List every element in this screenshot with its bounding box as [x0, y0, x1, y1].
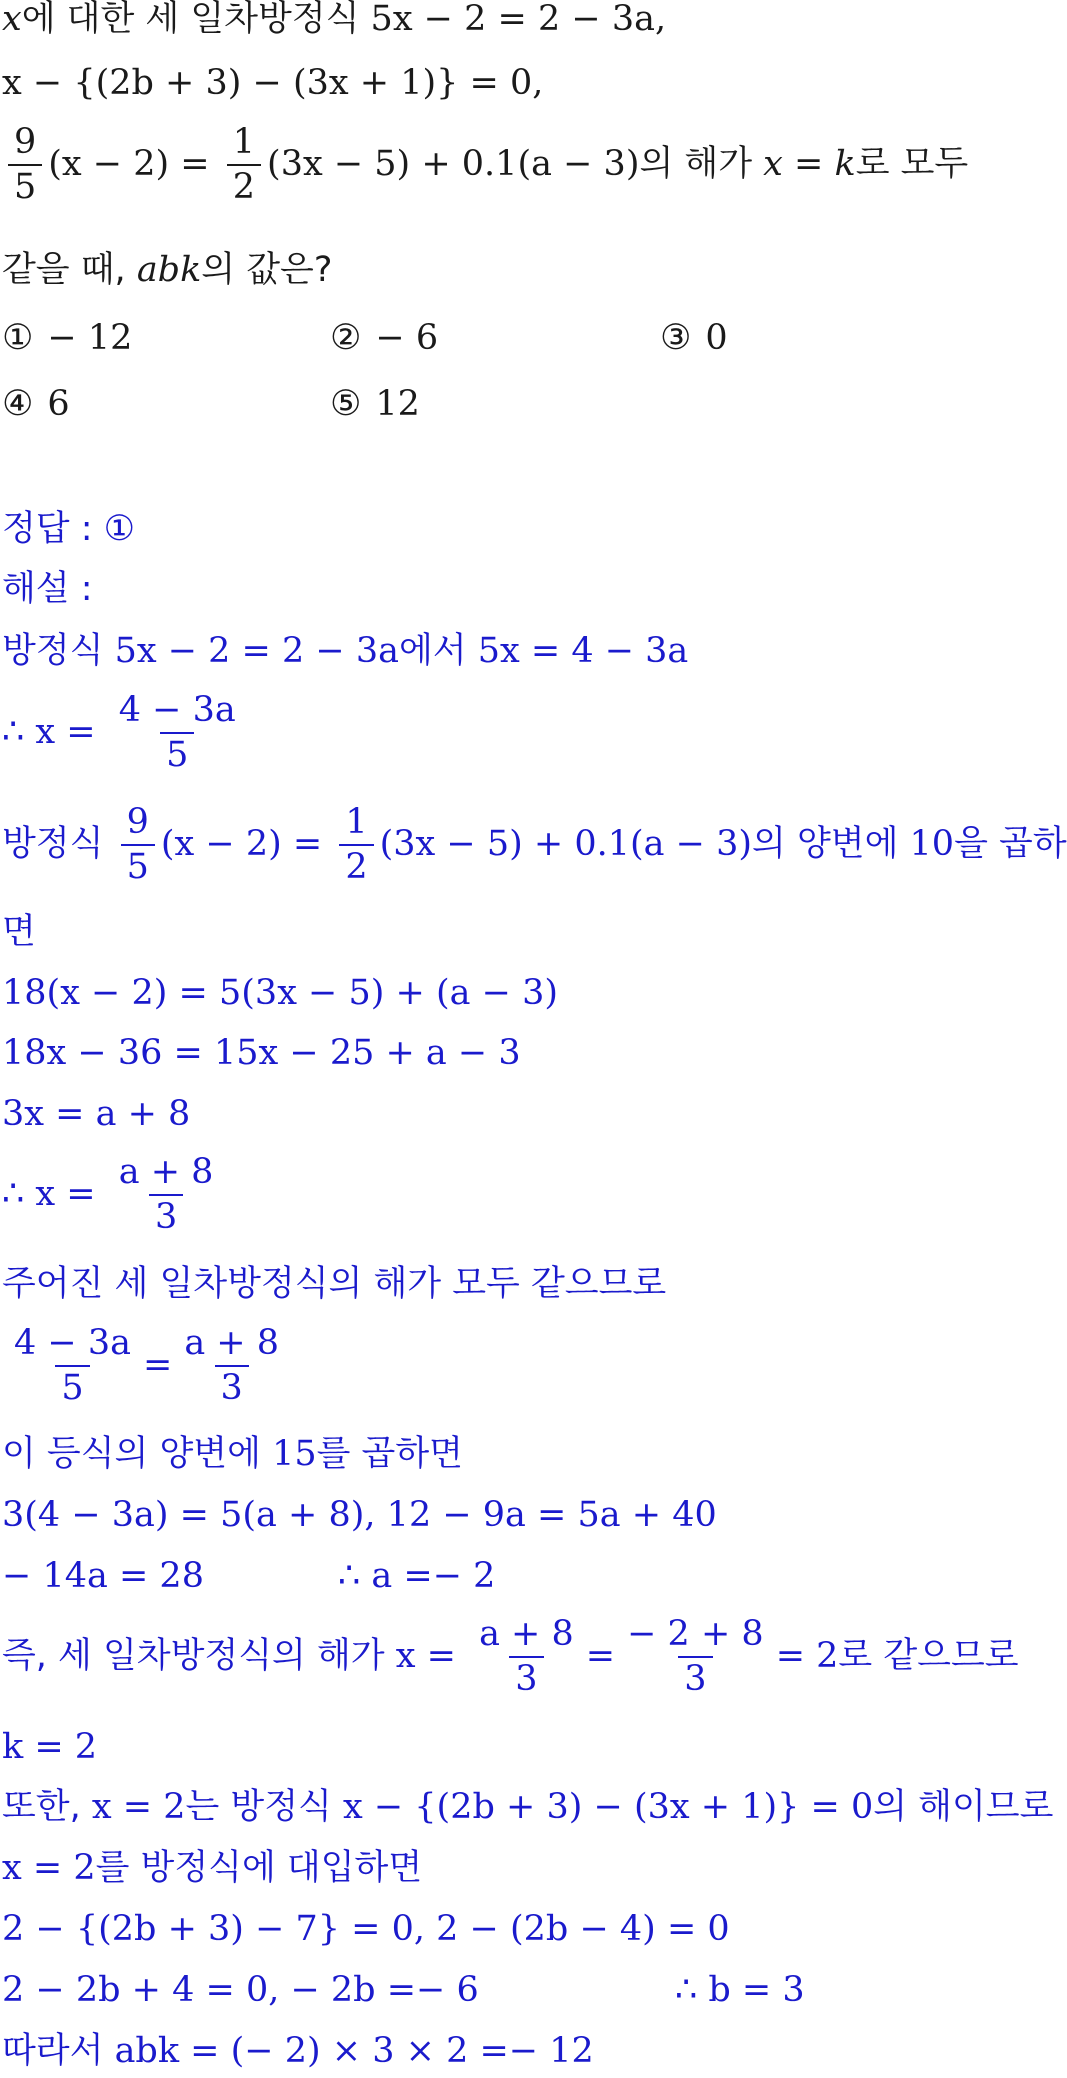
math-expr: =: [585, 1636, 616, 1676]
fraction-numerator: 4 − 3a: [14, 1323, 131, 1363]
explanation-label: 해설 :: [2, 569, 93, 609]
choice-5[interactable]: [330, 384, 420, 424]
choice-3[interactable]: [660, 318, 728, 358]
solution-line-10: [2, 1323, 291, 1408]
math-expr: − 14a = 28: [2, 1556, 204, 1596]
solution-line-5: [2, 973, 559, 1013]
math-expr: x − {(2b + 3) − (3x + 1)} = 0,: [2, 63, 544, 103]
solution-line-2: [2, 690, 248, 775]
solution-line-14: [2, 1614, 1019, 1699]
choice-mark: ②: [330, 318, 362, 358]
math-expr: abk = (− 2) × 3 × 2 =− 12: [114, 2031, 594, 2071]
fraction: [8, 122, 42, 207]
choice-value: 0: [705, 318, 728, 358]
fraction-denominator: 2: [227, 164, 261, 205]
solution-line-18: [2, 1909, 730, 1949]
problem-line-1: [2, 2, 666, 37]
solution-line-6: [2, 1033, 521, 1073]
solution-line-19: [2, 1970, 479, 2010]
solution-line-17: [2, 1848, 423, 1888]
fraction-numerator: a + 8: [118, 1152, 214, 1192]
solution-line-19-result: [675, 1970, 805, 2010]
solution-line-4: [2, 912, 36, 952]
text: 의 해이므로: [873, 1787, 1054, 1827]
text: 즉, 세 일차방정식의 해가: [2, 1636, 396, 1676]
math-expr: 18x − 36 = 15x − 25 + a − 3: [2, 1033, 521, 1073]
math-expr: 2 − {(2b + 3) − 7} = 0, 2 − (2b − 4) = 0: [2, 1909, 730, 1949]
math-expr: 5x − 2 = 2 − 3a: [114, 631, 399, 671]
text: 로 같으므로: [838, 1636, 1019, 1676]
math-expr: (x − 2) =: [160, 824, 334, 864]
fraction: [339, 802, 373, 887]
math-expr: 3(4 − 3a) = 5(a + 8), 12 − 9a = 5a + 40: [2, 1495, 717, 1535]
math-expr: x = 2: [2, 1848, 96, 1888]
math-expr: ∴ x =: [2, 1174, 107, 1214]
fraction-denominator: 3: [678, 1656, 712, 1697]
text: 의 해가: [639, 144, 764, 184]
math-expr: 18(x − 2) = 5(3x − 5) + (a − 3): [2, 973, 559, 1013]
text: 면: [2, 912, 36, 952]
text: 로 모두: [855, 144, 969, 184]
math-expr: 2 − 2b + 4 = 0, − 2b =− 6: [2, 1970, 479, 2010]
problem-line-4: [2, 250, 333, 290]
math-expr: x − {(2b + 3) − (3x + 1)} = 0: [342, 1787, 874, 1827]
choice-value: 6: [47, 384, 70, 424]
fraction-numerator: 4 − 3a: [118, 690, 236, 730]
text: 는 방정식: [185, 1787, 343, 1827]
fraction: [621, 1614, 770, 1699]
text: 이 등식의 양변에: [2, 1434, 273, 1474]
text: 또한,: [2, 1787, 92, 1827]
fraction-denominator: 3: [215, 1365, 249, 1406]
choice-1[interactable]: [2, 318, 132, 358]
fraction: [227, 122, 261, 207]
math-var: abk: [136, 250, 202, 290]
fraction-numerator: a + 8: [184, 1323, 280, 1363]
text: 방정식: [2, 824, 115, 864]
fraction-denominator: 5: [8, 164, 42, 205]
math-expr: x =: [395, 1636, 468, 1676]
fraction-numerator: a + 8: [479, 1614, 574, 1654]
text: 를 방정식에 대입하면: [95, 1848, 423, 1888]
text: 의 값은?: [201, 250, 333, 290]
fraction: [113, 1152, 220, 1237]
fraction-denominator: 5: [160, 732, 194, 773]
fraction-denominator: 5: [121, 844, 155, 885]
math-expr: (3x − 5) + 0.1(a − 3): [379, 824, 753, 864]
choice-mark: ⑤: [330, 384, 362, 424]
text: 따라서: [2, 2031, 115, 2071]
solution-line-11: [2, 1434, 463, 1474]
math-expr: x = 2: [91, 1787, 186, 1827]
choice-value: − 12: [47, 318, 133, 358]
choice-2[interactable]: [330, 318, 438, 358]
choice-4[interactable]: [2, 384, 70, 424]
fraction: [473, 1614, 580, 1699]
fraction-numerator: 9: [126, 802, 149, 842]
fraction: [8, 1323, 137, 1408]
math-expr: x = k: [763, 144, 856, 184]
math-expr: ∴ a =− 2: [338, 1556, 496, 1596]
math-number: 15: [272, 1434, 317, 1474]
text: 방정식: [2, 631, 115, 671]
fraction-denominator: 2: [339, 844, 373, 885]
text: 에서: [398, 631, 478, 671]
math-expr: =: [142, 1345, 173, 1385]
math-expr: (3x − 5) + 0.1(a − 3): [267, 144, 640, 184]
choice-value: − 6: [375, 318, 439, 358]
solution-line-13-result: [338, 1556, 496, 1596]
solution-line-16: [2, 1787, 1054, 1827]
fraction: [113, 690, 242, 775]
solution-line-3: [2, 802, 1067, 887]
math-expr: 5x = 4 − 3a: [477, 631, 689, 671]
math-expr: ∴ b = 3: [675, 1970, 805, 2010]
problem-line-2: [2, 63, 544, 103]
answer-line: [2, 509, 136, 549]
text: 주어진 세 일차방정식의 해가 모두 같으므로: [2, 1264, 667, 1304]
math-expr: 5x − 2 = 2 − 3a,: [370, 0, 667, 39]
solution-line-12: [2, 1495, 717, 1535]
fraction-denominator: 3: [149, 1194, 183, 1235]
choice-mark: ④: [2, 384, 34, 424]
text: 를 곱하면: [316, 1434, 463, 1474]
fraction: [121, 802, 155, 887]
fraction-numerator: 9: [14, 122, 37, 162]
solution-line-7: [2, 1094, 191, 1134]
fraction-denominator: 5: [55, 1365, 89, 1406]
math-number: 10: [909, 824, 955, 864]
text: 을 곱하: [954, 824, 1067, 864]
problem-line-3: [2, 122, 969, 207]
math-expr: ∴ x =: [2, 712, 107, 752]
math-var: x: [2, 0, 22, 39]
fraction-numerator: 1: [232, 122, 256, 162]
choice-value: 12: [375, 384, 420, 424]
math-expr: (x − 2) =: [48, 144, 221, 184]
choice-mark: ③: [660, 318, 692, 358]
solution-line-20: [2, 2031, 594, 2071]
explanation-header: [2, 569, 93, 609]
math-expr: 3x = a + 8: [2, 1094, 191, 1134]
solution-line-15: [2, 1727, 98, 1767]
choice-mark: ①: [2, 318, 34, 358]
text: 의 양변에: [752, 824, 910, 864]
solution-line-8: [2, 1152, 225, 1237]
text: 에 대한 세 일차방정식: [21, 0, 371, 39]
fraction-numerator: − 2 + 8: [627, 1614, 764, 1654]
math-expr: k = 2: [2, 1727, 98, 1767]
fraction: [178, 1323, 285, 1408]
solution-line-9: [2, 1264, 667, 1304]
math-expr: = 2: [775, 1636, 839, 1676]
fraction-denominator: 3: [509, 1656, 543, 1697]
solution-line-13: [2, 1556, 204, 1596]
fraction-numerator: 1: [345, 802, 368, 842]
text: 같을 때,: [2, 250, 137, 290]
answer: 정답 : ①: [2, 509, 136, 549]
solution-line-1: [2, 631, 689, 671]
